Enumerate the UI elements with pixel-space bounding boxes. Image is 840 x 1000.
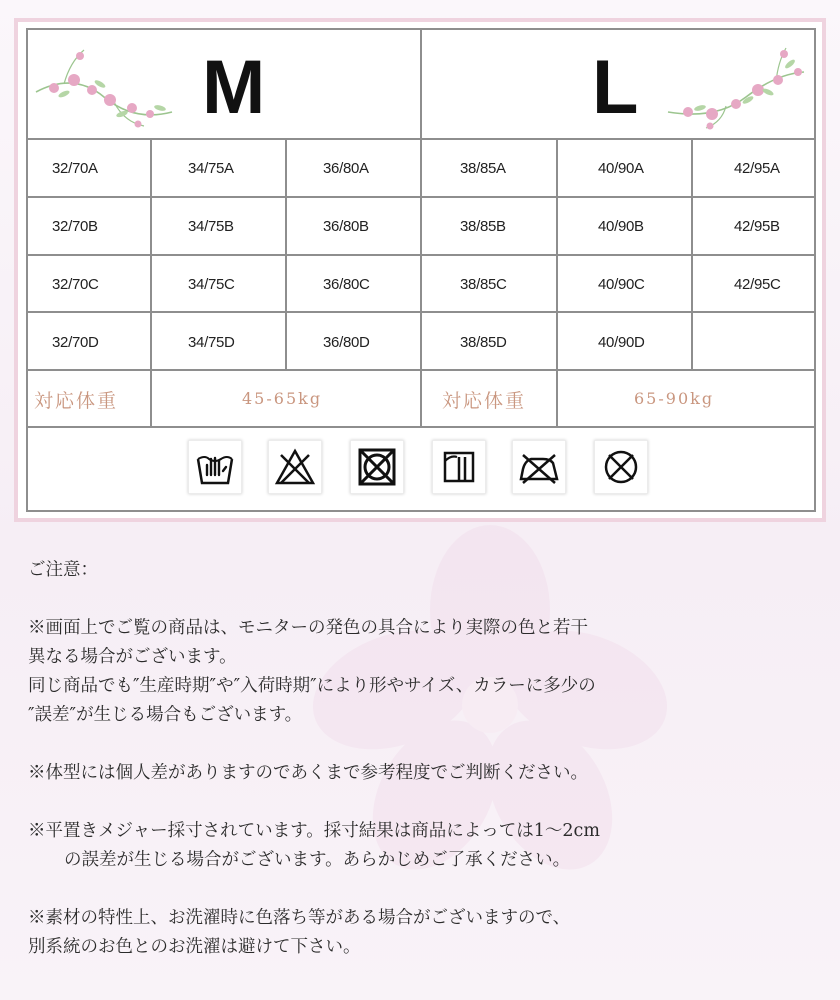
note-line: ※体型には個人差がありますのであくまで参考程度でご判断ください。 [28, 763, 588, 783]
no-iron-icon [512, 440, 566, 494]
table-column-divider [556, 138, 558, 369]
notes-section [28, 556, 818, 962]
size-cell: 34/75D [188, 334, 235, 351]
size-cell: 38/85D [460, 334, 507, 351]
size-label-m: M [202, 45, 266, 130]
size-cell: 42/95A [734, 160, 780, 177]
weight-value-l: 65-90kg [634, 389, 715, 408]
note-line: ※平置きメジャー採寸されています。採寸結果は商品によっては1～2cm [28, 821, 600, 841]
size-cell: 36/80A [323, 160, 369, 177]
note-line: ″誤差″が生じる場合もございます。 [28, 705, 303, 725]
no-bleach-icon [268, 440, 322, 494]
size-cell: 38/85B [460, 218, 506, 235]
table-column-divider [556, 369, 558, 426]
drip-dry-icon [432, 440, 486, 494]
note-line: 別系統のお色とのお洗濯は避けて下さい。 [28, 937, 361, 957]
no-dry-clean-icon [594, 440, 648, 494]
size-cell: 36/80B [323, 218, 369, 235]
size-cell: 32/70D [52, 334, 99, 351]
size-cell: 38/85C [460, 276, 507, 293]
size-chart-table [26, 28, 816, 512]
size-cell: 34/75A [188, 160, 234, 177]
size-cell: 32/70B [52, 218, 98, 235]
table-border-right [814, 28, 816, 512]
notes-heading: ご注意： [28, 560, 98, 580]
size-cell: 38/85A [460, 160, 506, 177]
table-border-left [26, 28, 28, 512]
size-cell: 36/80D [323, 334, 370, 351]
weight-label-m: 対応体重 [34, 390, 119, 412]
note-line: 異なる場合がございます。 [28, 647, 237, 667]
size-cell: 40/90C [598, 276, 645, 293]
table-border-bottom [26, 510, 816, 512]
floral-decoration-left [34, 42, 174, 132]
size-cell: 42/95B [734, 218, 780, 235]
size-cell: 40/90B [598, 218, 644, 235]
note-line: 同じ商品でも″生産時期″や″入荷時期″により形やサイズ、カラーに多少の [28, 676, 596, 696]
size-cell: 34/75C [188, 276, 235, 293]
size-cell: 32/70C [52, 276, 99, 293]
size-cell: 34/75B [188, 218, 234, 235]
size-cell: 36/80C [323, 276, 370, 293]
note-line: ※素材の特性上、お洗濯時に色落ち等がある場合がございますので、 [28, 908, 571, 928]
size-cell: 42/95C [734, 276, 781, 293]
size-chart-frame [14, 18, 826, 522]
table-column-divider [150, 138, 152, 426]
no-tumble-dry-icon [350, 440, 404, 494]
note-line: ※画面上でご覧の商品は、モニターの発色の具合により実際の色と若干 [28, 618, 588, 638]
weight-label-l: 対応体重 [442, 390, 527, 412]
size-cell: 32/70A [52, 160, 98, 177]
size-label-l: L [592, 45, 639, 130]
hand-wash-icon [188, 440, 242, 494]
size-cell: 40/90A [598, 160, 644, 177]
table-column-divider [285, 138, 287, 369]
note-line: の誤差が生じる場合がございます。あらかじめご了承ください。 [64, 850, 571, 870]
floral-decoration-right [666, 42, 806, 132]
table-center-divider [420, 28, 422, 426]
weight-value-m: 45-65kg [242, 389, 323, 408]
table-divider [26, 426, 816, 428]
table-column-divider [691, 138, 693, 369]
size-cell: 40/90D [598, 334, 645, 351]
